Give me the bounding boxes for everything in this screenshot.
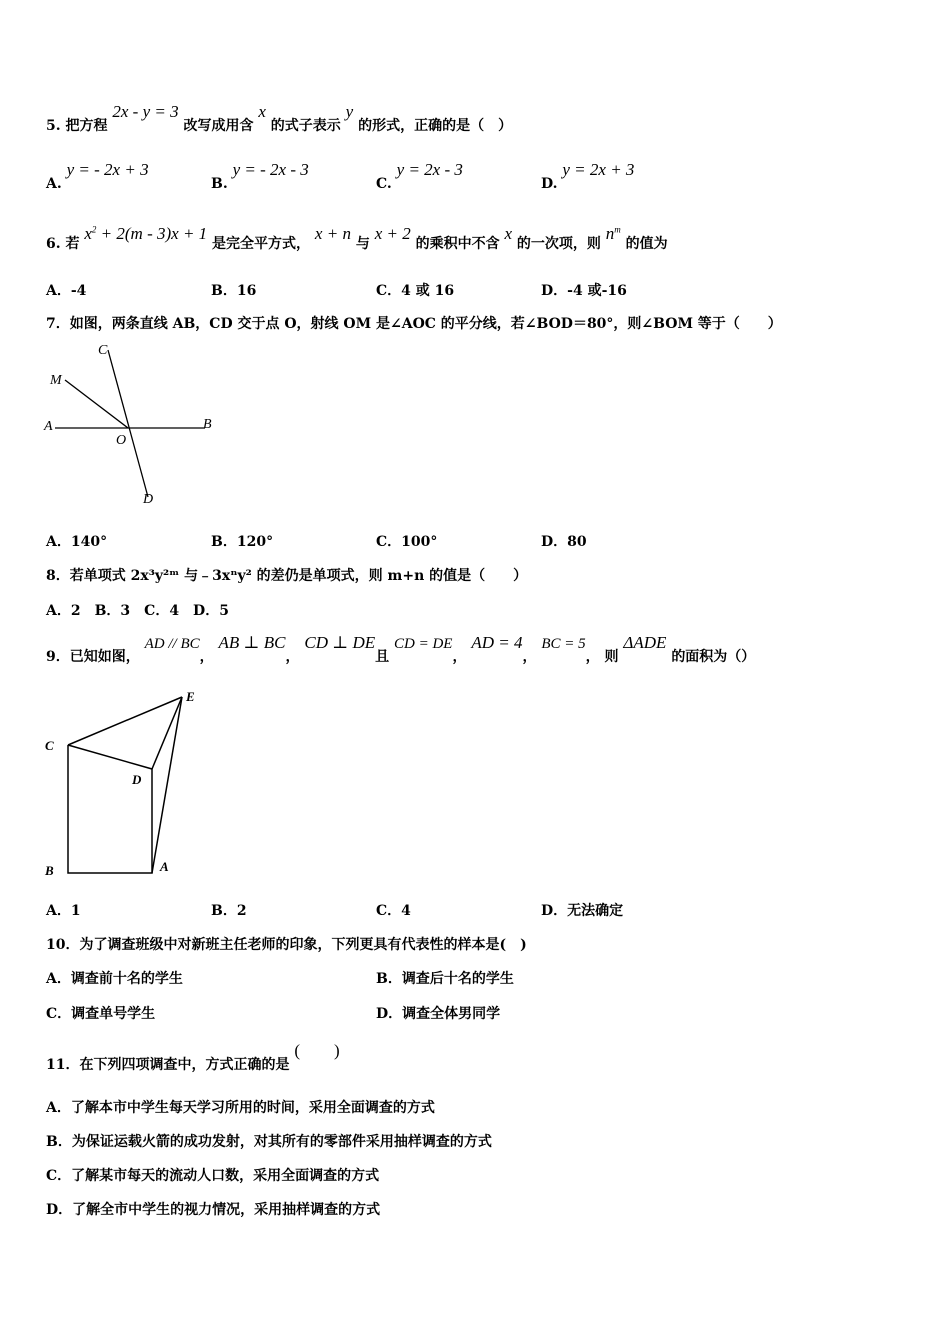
option-d[interactable]: D. y = 2x + 3 [541, 160, 635, 192]
label-b: B [45, 863, 54, 878]
label-a: A [160, 859, 169, 874]
option-b[interactable]: B. y = - 2x - 3 [211, 160, 309, 192]
option-a[interactable]: A. y = - 2x + 3 [46, 160, 149, 192]
option-a[interactable]: A．-4 [46, 283, 87, 299]
question-number: 5. [46, 118, 61, 134]
label-c: C [98, 343, 108, 358]
option-d[interactable]: D．80 [541, 534, 587, 550]
line-cd [108, 350, 148, 497]
option-c[interactable]: C．100° [376, 534, 438, 550]
option-d[interactable]: D．了解全市中学生的视力情况，采用抽样调查的方式 [46, 1202, 381, 1218]
question-10-stem: 10．为了调查班级中对新班主任老师的印象，下列更具有代表性的样本是( ) [46, 937, 527, 953]
label-o: O [116, 433, 127, 448]
option-c[interactable]: C．4 [376, 903, 411, 919]
question-7-stem: 7．如图，两条直线 AB，CD 交于点 O，射线 OM 是∠AOC 的平分线，若∠BOD＝80°，则∠BOM 等于（ ） [46, 316, 782, 332]
question-5-stem: 5. 把方程 2x - y = 3 改写成用含 x 的式子表示 y 的形式，正确的是（ ） [46, 102, 513, 134]
label-a: A [44, 419, 53, 434]
question-9-figure [40, 685, 215, 880]
label-m: M [50, 373, 62, 388]
label-b: B [203, 417, 212, 432]
option-a[interactable]: A．140° [46, 534, 108, 550]
option-b[interactable]: B．16 [211, 283, 257, 299]
option-a[interactable]: A．调查前十名的学生 [46, 971, 183, 987]
expression: $x^2 + 2(m - 3)x + 1$ [84, 224, 208, 243]
expression: x + n [314, 224, 351, 243]
option-c[interactable]: C. y = 2x - 3 [376, 160, 463, 192]
label-d: D [143, 492, 154, 507]
option-c[interactable]: C．调查单号学生 [46, 1006, 156, 1022]
option-b[interactable]: B．120° [211, 534, 274, 550]
expression: $n^m$ [605, 224, 621, 243]
option-d[interactable]: D．无法确定 [541, 903, 624, 919]
question-9-stem: 9．已知如图， AD // BC， AB ⊥ BC， CD ⊥ DE且 CD = DE， AD = 4， BC = 5， 则 ΔADE 的面积为（） [46, 633, 756, 665]
segment-ae [152, 697, 182, 873]
question-11-stem: 11．在下列四项调查中，方式正确的是 ( ) [46, 1041, 340, 1073]
option-a[interactable]: A．了解本市中学生每天学习所用的时间，采用全面调查的方式 [46, 1100, 435, 1116]
label-d: D [132, 772, 142, 787]
label-c: C [45, 738, 54, 753]
label-e: E [186, 689, 195, 704]
question-number: 6. [46, 236, 61, 252]
question-7-figure [40, 340, 230, 510]
quadrilateral-abcd [68, 745, 152, 873]
question-6-stem: 6. 若 $x^2 + 2(m - 3)x + 1$ 是完全平方式， x + n 与 x + 2 的乘积中不含 x 的一次项，则 $n^m$ 的值为 [46, 224, 668, 252]
question-8-options[interactable]: A．2 B．3 C．4 D．5 [46, 603, 229, 619]
option-c[interactable]: C．4 或 16 [376, 283, 455, 299]
question-8-stem: 8．若单项式 2x³y²ᵐ 与﹣3xⁿy² 的差仍是单项式，则 m+n 的值是（ ） [46, 568, 528, 584]
option-b[interactable]: B．2 [211, 903, 247, 919]
option-b[interactable]: B．为保证运载火箭的成功发射，对其所有的零部件采用抽样调查的方式 [46, 1134, 492, 1150]
option-c[interactable]: C．了解某市每天的流动人口数，采用全面调查的方式 [46, 1168, 380, 1184]
option-d[interactable]: D．-4 或-16 [541, 283, 627, 299]
option-d[interactable]: D．调查全体男同学 [376, 1006, 501, 1022]
option-b[interactable]: B．调查后十名的学生 [376, 971, 514, 987]
expression: x + 2 [374, 224, 411, 243]
option-a[interactable]: A．1 [46, 903, 81, 919]
equation: 2x - y = 3 [112, 102, 179, 121]
